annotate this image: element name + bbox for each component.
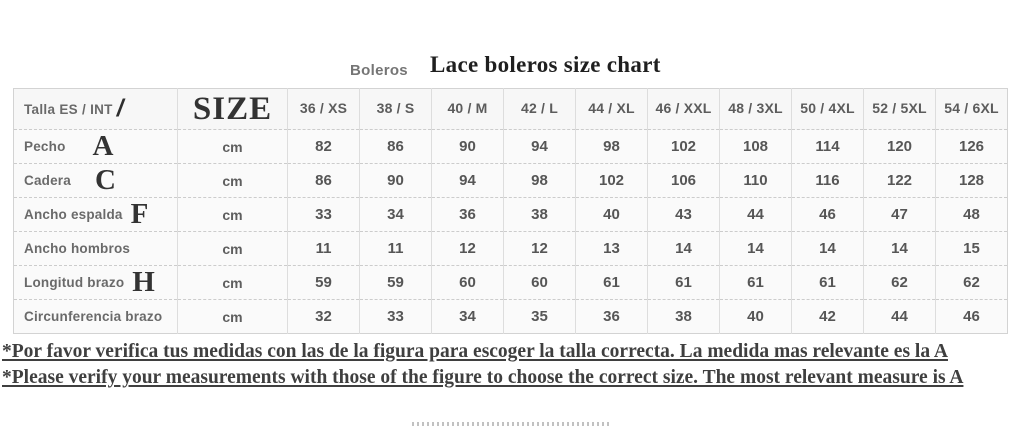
value-cell: 59 [288, 266, 360, 300]
table-header-row [14, 89, 1008, 130]
unit-cell: cm [178, 266, 288, 300]
brand-label: Boleros [350, 62, 408, 79]
value-cell: 46 [936, 300, 1008, 334]
value-cell: 59 [360, 266, 432, 300]
figure-letter: H [132, 266, 156, 298]
footnote-english: *Please verify your measurements with those of the figure to choose the correct size. The most relevant measure is A [2, 367, 964, 388]
size-col-header: 48 / 3XL [720, 89, 792, 130]
size-col-header: 50 / 4XL [792, 89, 864, 130]
value-cell: 40 [720, 300, 792, 334]
table-row [14, 232, 1008, 266]
value-cell: 61 [576, 266, 648, 300]
value-cell: 46 [792, 198, 864, 232]
footnotes [2, 339, 1021, 391]
size-heading: SIZE [192, 90, 273, 127]
value-cell: 86 [360, 130, 432, 164]
value-cell: 14 [648, 232, 720, 266]
page-title: Lace boleros size chart [430, 52, 661, 77]
value-cell: 43 [648, 198, 720, 232]
value-cell: 82 [288, 130, 360, 164]
value-cell: 110 [720, 164, 792, 198]
value-cell: 61 [648, 266, 720, 300]
title-bar [0, 52, 1021, 86]
row-label: Circunferencia brazo [24, 309, 163, 324]
row-label: Ancho hombros [24, 241, 131, 256]
value-cell: 14 [792, 232, 864, 266]
value-cell: 90 [432, 130, 504, 164]
size-col-header: 38 / S [360, 89, 432, 130]
unit-cell: cm [178, 198, 288, 232]
value-cell: 44 [720, 198, 792, 232]
unit-cell: cm [178, 164, 288, 198]
table-row [14, 300, 1008, 334]
value-cell: 34 [432, 300, 504, 334]
value-cell: 36 [576, 300, 648, 334]
size-col-header: 52 / 5XL [864, 89, 936, 130]
size-col-header: 40 / M [432, 89, 504, 130]
value-cell: 33 [288, 198, 360, 232]
value-cell: 38 [504, 198, 576, 232]
value-cell: 94 [504, 130, 576, 164]
value-cell: 33 [360, 300, 432, 334]
value-cell: 62 [936, 266, 1008, 300]
value-cell: 61 [720, 266, 792, 300]
row-label: Pecho [24, 139, 66, 154]
value-cell: 122 [864, 164, 936, 198]
unit-cell: cm [178, 130, 288, 164]
value-cell: 47 [864, 198, 936, 232]
unit-cell: cm [178, 300, 288, 334]
value-cell: 102 [576, 164, 648, 198]
value-cell: 60 [432, 266, 504, 300]
value-cell: 44 [864, 300, 936, 334]
header-slash: / [116, 95, 124, 122]
figure-letter: A [92, 130, 114, 162]
value-cell: 61 [792, 266, 864, 300]
value-cell: 128 [936, 164, 1008, 198]
size-col-header: 54 / 6XL [936, 89, 1008, 130]
value-cell: 12 [432, 232, 504, 266]
value-cell: 126 [936, 130, 1008, 164]
size-chart-table [13, 88, 1008, 334]
size-col-header: 46 / XXL [648, 89, 720, 130]
unit-cell: cm [178, 232, 288, 266]
table-row [14, 266, 1008, 300]
row-label: Longitud brazo [24, 275, 125, 290]
value-cell: 90 [360, 164, 432, 198]
header-label: Talla ES / INT [24, 101, 113, 117]
size-col-header: 42 / L [504, 89, 576, 130]
value-cell: 102 [648, 130, 720, 164]
value-cell: 14 [720, 232, 792, 266]
value-cell: 86 [288, 164, 360, 198]
value-cell: 60 [504, 266, 576, 300]
row-label: Cadera [24, 173, 71, 188]
figure-letter: C [94, 164, 117, 196]
value-cell: 32 [288, 300, 360, 334]
row-label: Ancho espalda [24, 207, 123, 222]
value-cell: 34 [360, 198, 432, 232]
value-cell: 14 [864, 232, 936, 266]
value-cell: 38 [648, 300, 720, 334]
value-cell: 15 [936, 232, 1008, 266]
value-cell: 116 [792, 164, 864, 198]
figure-letter: F [130, 198, 149, 230]
header-size-cell [178, 89, 288, 130]
value-cell: 106 [648, 164, 720, 198]
table-row [14, 164, 1008, 198]
footnote-spanish: *Por favor verifica tus medidas con las de la figura para escoger la talla correcta. La medida mas relevante es la A [2, 341, 948, 362]
table-row [14, 198, 1008, 232]
value-cell: 120 [864, 130, 936, 164]
table-row [14, 130, 1008, 164]
value-cell: 11 [360, 232, 432, 266]
value-cell: 48 [936, 198, 1008, 232]
value-cell: 98 [576, 130, 648, 164]
value-cell: 62 [864, 266, 936, 300]
value-cell: 98 [504, 164, 576, 198]
value-cell: 12 [504, 232, 576, 266]
value-cell: 11 [288, 232, 360, 266]
value-cell: 94 [432, 164, 504, 198]
size-col-header: 44 / XL [576, 89, 648, 130]
value-cell: 42 [792, 300, 864, 334]
value-cell: 35 [504, 300, 576, 334]
value-cell: 40 [576, 198, 648, 232]
value-cell: 36 [432, 198, 504, 232]
clipped-bottom-text [412, 422, 612, 426]
header-label-cell [14, 89, 178, 130]
value-cell: 13 [576, 232, 648, 266]
value-cell: 114 [792, 130, 864, 164]
value-cell: 108 [720, 130, 792, 164]
size-col-header: 36 / XS [288, 89, 360, 130]
